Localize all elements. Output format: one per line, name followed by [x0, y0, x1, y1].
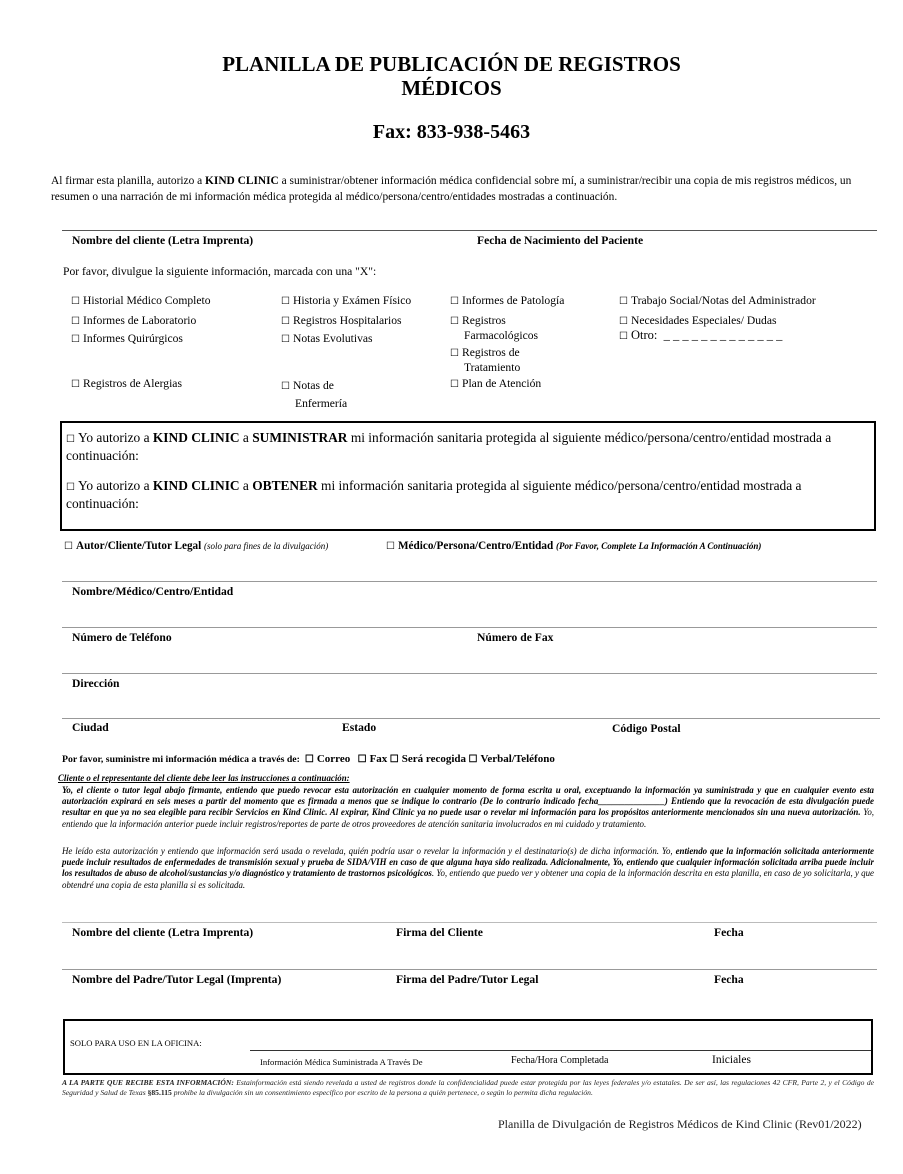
client-signature-label: Firma del Cliente [396, 926, 483, 939]
divider [62, 922, 877, 923]
intro-paragraph: Al firmar esta planilla, autorizo a KIND CLINIC a suministrar/obtener información médica confidencial sobre mí, a suministrar/recibir una copia de mis registros médicos, un resumen o una narración de mi información médica protegida al médico/persona/centro/entidades mostradas a continuación. [51, 175, 852, 203]
recipient-notice: A LA PARTE QUE RECIBE ESTA INFORMACIÓN: Estainformación está siendo revelada a usted de registros donde la confidencialidad puede estar protegida por las leyes federales y/o estatales. De ser así, las regulaciones 42 CFR, Parte 2, y el Código de Seguridad y Salud de Texas §85.115 prohíbe la divulgación sin un consentimiento específico por escrito de la persona a quién pertenece, o según lo permita dicha regulación. [62, 1078, 874, 1097]
state-label: Estado [342, 721, 377, 734]
checkbox-registros-alergias[interactable]: ☐ Registros de Alergias [71, 377, 182, 390]
delivery-recogida[interactable]: ☐ Será recogida [389, 753, 467, 765]
checkbox-registros-hospitalarios[interactable]: ☐ Registros Hospitalarios [281, 314, 402, 327]
client-name-label: Nombre del cliente (Letra Imprenta) [72, 234, 254, 247]
delivery-method [62, 753, 555, 765]
divider [62, 969, 877, 970]
office-delivery-method-label: Información Médica Suministrada A Través De [260, 1057, 423, 1067]
checkbox-trabajo-social[interactable]: ☐ Trabajo Social/Notas del Administrador [619, 294, 816, 307]
delivery-fax[interactable]: ☐ Fax [357, 753, 388, 765]
address-label: Dirección [72, 677, 120, 690]
client-date-label: Fecha [714, 926, 744, 939]
fax-label: Número de Fax [477, 631, 554, 644]
zip-label: Código Postal [612, 722, 681, 735]
city-label: Ciudad [72, 721, 109, 734]
dob-label: Fecha de Nacimiento del Paciente [477, 234, 644, 247]
checkbox-historial-medico[interactable]: ☐ Historial Médico Completo [71, 294, 211, 307]
otro-blank[interactable]: _ _ _ _ _ _ _ _ _ _ _ _ _ [663, 328, 783, 342]
instructions-heading: Cliente o el representante del cliente debe leer las instrucciones a continuación: [58, 773, 350, 783]
guardian-signature-label: Firma del Padre/Tutor Legal [396, 973, 539, 986]
authorize-release-option[interactable]: ☐ Yo autorizo a KIND CLINIC a SUMINISTRAR mi información sanitaria protegida al siguiente médico/persona/centro/entidad mostrada a continuación: [66, 430, 832, 463]
checkbox-notas-enfermeria[interactable]: ☐ Notas de Enfermería [281, 379, 348, 410]
divider [62, 581, 877, 582]
checkbox-plan-atencion[interactable]: ☐ Plan de Atención [450, 377, 542, 390]
recipient-name-label: Nombre/Médico/Centro/Entidad [72, 585, 234, 598]
checkbox-registros-tratamiento[interactable]: ☐ Registros de Tratamiento [450, 346, 521, 374]
checkbox-informes-quirurgicos[interactable]: ☐ Informes Quirúrgicos [71, 332, 183, 345]
form-title-line2: MÉDICOS [401, 76, 502, 100]
instructions-paragraph-2: He leído esta autorización y entiendo que información será usada o revelada, quién podría usar o revelar la información y el destinatario(s) de dicha información. Yo, entiendo que la información solicitada anteriormente puede incluir resultados de enfermedades de transmisión sexual y prueba de SIDA/VIH en caso de que alguna haya sido realizada. Adicionalmente, Yo, entiendo que cualquier información solicitada arriba puede incluir los resultados de abuso de alcohol/sustancias y/o diagnóstico y tratamiento de trastornos psicológicos. Yo, entiendo que puedo ver y obtener una copia de la información descrita en esta planilla, en caso de yo solicitarla, y que obtendré una copia de esta planilla si es solicitada. [62, 846, 874, 890]
checkbox-informes-patologia[interactable]: ☐ Informes de Patología [450, 294, 565, 307]
guardian-name-label: Nombre del Padre/Tutor Legal (Imprenta) [72, 973, 282, 986]
delivery-label: Por favor, suministre mi información médica a través de: [62, 754, 300, 765]
authorization-box [60, 421, 876, 531]
office-initials-label: Iniciales [712, 1054, 751, 1066]
clinic-name: KIND CLINIC [205, 175, 279, 187]
checkbox-autor-cliente[interactable]: ☐ Autor/Cliente/Tutor Legal (solo para fines de la divulgación) [64, 540, 329, 552]
release-verb: SUMINISTRAR [252, 430, 348, 445]
phone-label: Número de Teléfono [72, 631, 172, 644]
form-title-line1: PLANILLA DE PUBLICACIÓN DE REGISTROS [222, 52, 681, 76]
form-footer: Planilla de Divulgación de Registros Médicos de Kind Clinic (Rev01/2022) [498, 1117, 862, 1131]
divider [250, 1050, 871, 1051]
fax-number: Fax: 833-938-5463 [372, 121, 531, 143]
checkbox-historia-examen-fisico[interactable]: ☐ Historia y Exámen Físico [281, 294, 412, 307]
divider [62, 673, 877, 674]
checkbox-otro[interactable]: ☐ Otro: _ _ _ _ _ _ _ _ _ _ _ _ _ [619, 328, 783, 342]
client-print-name-label: Nombre del cliente (Letra Imprenta) [72, 926, 254, 939]
office-use-box [63, 1019, 873, 1075]
obtain-verb: OBTENER [252, 478, 318, 493]
delivery-correo[interactable]: ☐ Correo [304, 753, 351, 765]
records-instruction: Por favor, divulgue la siguiente información, marcada con una "X": [63, 265, 377, 278]
delivery-verbal[interactable]: ☐ Verbal/Teléfono [468, 753, 555, 765]
divider [62, 718, 880, 719]
authorize-obtain-option[interactable]: ☐ Yo autorizo a KIND CLINIC a OBTENER mi información sanitaria protegida al siguiente médico/persona/centro/entidad mostrada a continuación: [66, 478, 802, 511]
checkbox-informes-laboratorio[interactable]: ☐ Informes de Laboratorio [71, 314, 197, 327]
guardian-date-label: Fecha [714, 973, 744, 986]
office-use-label: SOLO PARA USO EN LA OFICINA: [70, 1038, 202, 1048]
checkbox-necesidades-especiales[interactable]: ☐ Necesidades Especiales/ Dudas [619, 314, 777, 327]
checkbox-notas-evolutivas[interactable]: ☐ Notas Evolutivas [281, 332, 373, 345]
divider [62, 230, 877, 231]
checkbox-registros-farmacologicos[interactable]: ☐ Registros Farmacológicos [450, 314, 539, 342]
office-datetime-label: Fecha/Hora Completada [511, 1055, 609, 1066]
checkbox-medico-entidad[interactable]: ☐ Médico/Persona/Centro/Entidad (Por Favor, Complete La Información A Continuación) [386, 540, 762, 552]
instructions-paragraph-1: Yo, el cliente o tutor legal abajo firmante, entiendo que puedo revocar esta autorización en cualquier momento de forma escrita u oral, exceptuando la información ya suministrada y que en cualquier evento esta autorización expirará en seis meses a partir del momento que es firmada a menos que se indique lo contrario (De lo contrario indicado fecha_______________) Entiendo que la revocación de esta divulgación puede resultar en que ya no sea elegible para recibir Servicios en Kind Clinic. Al expirar, Kind Clinic ya no puede usar o revelar mi información para los propósitos anteriormente mencionados sin una nueva autorización. Yo, entiendo que la información anterior puede incluir registros/reportes de parte de otros proveedores de atención sanitaria involucrados en mi cuidado y tratamiento. [62, 785, 874, 829]
divider [62, 627, 877, 628]
